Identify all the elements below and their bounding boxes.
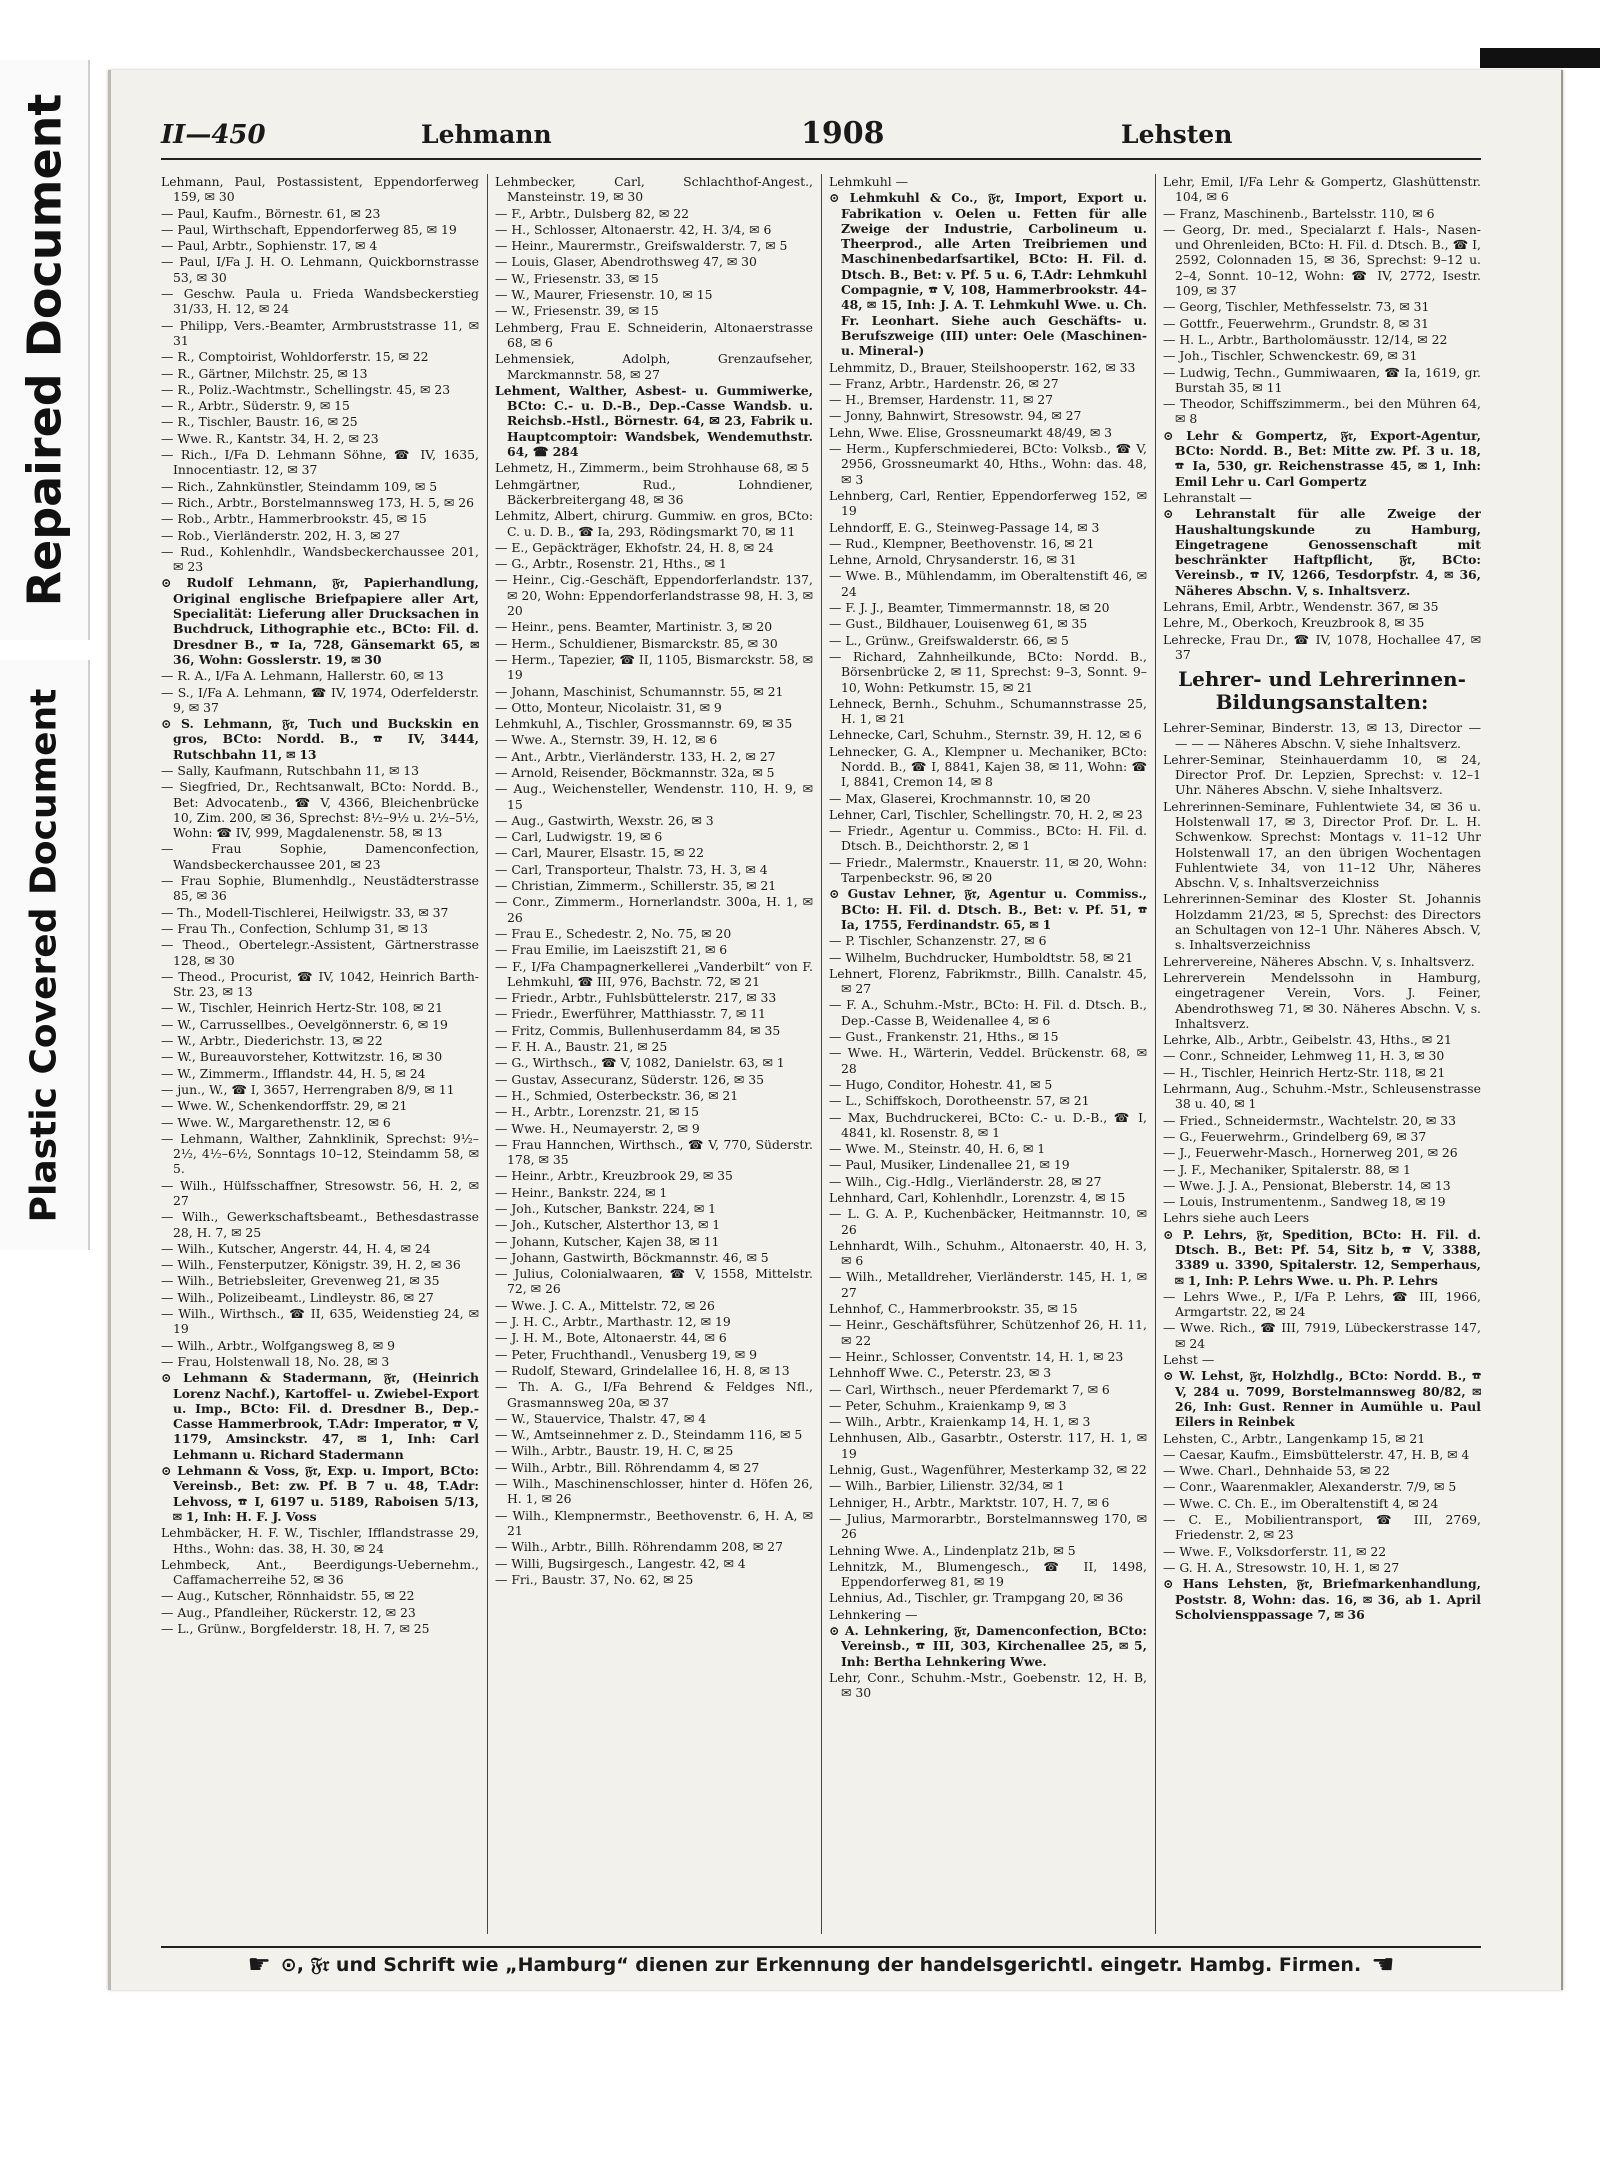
directory-entry: — Heinr., Bankstr. 224, ✉ 1	[495, 1184, 668, 1200]
directory-entry: Lehmberg, Frau E. Schneiderin, Altonaerstrasse 68, ✉ 6	[495, 319, 813, 350]
directory-entry: — Gottfr., Feuerwehrm., Grundstr. 8, ✉ 31	[1163, 315, 1429, 331]
directory-entry: — Wwe. R., Kantstr. 34, H. 2, ✉ 23	[161, 430, 379, 446]
directory-entry: — Joh., Kutscher, Bankstr. 224, ✉ 1	[495, 1201, 717, 1216]
directory-entry: — Wilh., Metalldreher, Vierländerstr. 145, H. 1, ✉ 27	[829, 1269, 1147, 1300]
directory-entry: — Arnold, Reisender, Böckmannstr. 32a, ✉ 5	[495, 764, 775, 780]
directory-entry: — Conr., Zimmerm., Hornerlandstr. 300a, H. 1, ✉ 26	[495, 894, 813, 925]
directory-entry: — Frau Hannchen, Wirthsch., ☎ V, 770, Süderstr. 178, ✉ 35	[495, 1136, 813, 1168]
directory-entry: Lehmensiek, Adolph, Grenzaufseher, Marckmannstr. 58, ✉ 27	[495, 351, 813, 382]
header-last-entry: Lehsten	[1121, 120, 1233, 149]
directory-entry: Lehner, Carl, Tischler, Schellingstr. 70, H. 2, ✉ 23	[829, 806, 1143, 822]
directory-entry: — Frau Sophie, Blumenhdlg., Neustädterstrasse 85, ✉ 36	[161, 873, 479, 904]
directory-entry: Lehndorff, E. G., Steinweg-Passage 14, ✉ 3	[829, 519, 1100, 535]
directory-entry: — Conr., Schneider, Lehmweg 11, H. 3, ✉ 30	[1163, 1048, 1445, 1064]
directory-entry: Lehnig, Gust., Wagenführer, Mesterkamp 32, ✉ 22	[829, 1462, 1147, 1478]
directory-entry: — W., Amtseinnehmer z. D., Steindamm 116, ✉ 5	[495, 1427, 803, 1443]
directory-entry: Lehmbecker, Carl, Schlachthof-Angest., Mansteinstr. 19, ✉ 30	[495, 174, 813, 205]
directory-entry: — R., Comptoirist, Wohldorferstr. 15, ✉ 22	[161, 349, 429, 365]
directory-entry: Lehniger, H., Arbtr., Marktstr. 107, H. 7, ✉ 6	[829, 1494, 1110, 1510]
directory-entry: — Paul, Wirthschaft, Eppendorferweg 85, ✉ 19	[161, 221, 457, 237]
directory-entry: — W., Arbtr., Diederichstr. 13, ✉ 22	[161, 1033, 383, 1049]
firm-entry: ⊙ Lehmann & Stadermann, 𝔉𝔯, (Heinrich Lorenz Nachf.), Kartoffel- u. Zwiebel-Export u. Imp., BCto: Fil. d. Dresdner B., Dep.-Casse Hammerbrook, T.Adr: Imperator, ☎ V, 1179, Amsinckstr. 47, ✉ 1, Inh: Carl Lehmann u. Richard Stadermann	[161, 1370, 479, 1462]
directory-entry: — Peter, Schuhm., Kraienkamp 9, ✉ 3	[829, 1397, 1067, 1413]
firm-entry: ⊙ Lehmkuhl & Co., 𝔉𝔯, Import, Export u. Fabrikation v. Oelen u. Fetten für alle Zweige der Industrie, Carbolineum u. Theerprod., alle Arten Treibriemen und Maschinenbedarfsartikel, BCto: H. Fil. d. Dtsch. B., Bet: v. Pf. 5 u. 6, T.Adr: Lehmkuhl Compagnie, ☎ V, 108, Hammerbrookstr. 44–48, ✉ 15, Inh: J. A. T. Lehmkuhl Wwe. u. Ch. Fr. Leonhart. Siehe auch Geschäfts- u. Berufszweige (III) unter: Oele (Maschinen- u. Mineral-)	[829, 190, 1147, 359]
directory-entry: — Joh., Kutscher, Alsterthor 13, ✉ 1	[495, 1217, 721, 1233]
directory-entry: Lehrerinnen-Seminar des Kloster St. Johannis Holzdamm 21/23, ✉ 5, Sprechst: des Directors an Schultagen von 12–1 Uhr. Näheres Absch. V, s. Inhaltsverzeichniss	[1163, 891, 1481, 953]
directory-entry: Lehnhoff Wwe. C., Peterstr. 23, ✉ 3	[829, 1365, 1052, 1381]
directory-entry: — Louis, Instrumentenm., Sandweg 18, ✉ 19	[1163, 1194, 1446, 1210]
directory-entry: — Gust., Frankenstr. 21, Hths., ✉ 15	[829, 1029, 1059, 1045]
directory-entry: Lehmetz, H., Zimmerm., beim Strohhause 68, ✉ 5	[495, 460, 810, 476]
directory-entry: — Wwe. F., Volksdorferstr. 11, ✉ 22	[1163, 1543, 1387, 1559]
directory-entry: Lehrerverein Mendelssohn in Hamburg, eingetragener Verein, Vors. J. Feiner, Abendrothsweg 71, ✉ 30. Näheres Abschn. V, s. Inhaltsverz.	[1163, 969, 1481, 1031]
firm-entry: ⊙ Lehr & Gompertz, 𝔉𝔯, Export-Agentur, BCto: Nordd. B., Bet: Mitte zw. Pf. 3 u. 18, ☎ Ia, 530, gr. Reichenstrasse 45, ✉ 1, Inh: Emil Lehr u. Carl Gompertz	[1163, 427, 1481, 489]
firm-entry: ⊙ Lehranstalt für alle Zweige der Haushaltungskunde zu Hamburg, Eingetragene Genossenschaft mit beschränkter Haftpflicht, 𝔉𝔯, BCto: Vereinsb., ☎ IV, 1266, Tesdorpfstr. 4, ✉ 36, Näheres Abschn. V, s. Inhaltsverz.	[1163, 506, 1481, 598]
directory-entry: Lehneck, Bernh., Schuhm., Schumannstrasse 25, H. 1, ✉ 21	[829, 695, 1147, 727]
directory-entry: Lehnhardt, Wilh., Schuhm., Altonaerstr. 40, H. 3, ✉ 6	[829, 1237, 1147, 1269]
directory-entry: Lehrans, Emil, Arbtr., Wendenstr. 367, ✉ 35	[1163, 599, 1439, 615]
directory-entry: — Georg, Tischler, Methfesselstr. 73, ✉ 31	[1163, 299, 1430, 315]
directory-entry: — Friedr., Arbtr., Fuhlsbüttelerstr. 217, ✉ 33	[495, 990, 777, 1006]
directory-entry: — W., Carrussellbes., Oevelgönnerstr. 6, ✉ 19	[161, 1016, 448, 1032]
directory-entry: — Wilh., Hülfsschaffner, Stresowstr. 56, H. 2, ✉ 27	[161, 1177, 479, 1208]
directory-entry: Lehnius, Ad., Tischler, gr. Trampgang 20, ✉ 36	[829, 1590, 1124, 1606]
directory-entry: Lehrervereine, Näheres Abschn. V, s. Inhaltsverz.	[1163, 953, 1475, 969]
directory-entry: Lehnhard, Carl, Kohlenhdlr., Lorenzstr. 4, ✉ 15	[829, 1190, 1126, 1205]
directory-entry: — Jonny, Bahnwirt, Stresowstr. 94, ✉ 27	[829, 408, 1082, 424]
directory-entry: — jun., W., ☎ I, 3657, Herrengraben 8/9, ✉ 11	[161, 1081, 455, 1097]
directory-entry: Lehn, Wwe. Elise, Grossneumarkt 48/49, ✉ 3	[829, 424, 1113, 440]
directory-entry: Lehmgärtner, Rud., Lohndiener, Bäckerbreitergang 48, ✉ 36	[495, 476, 813, 507]
directory-entry: — Wilh., Arbtr., Kraienkamp 14, H. 1, ✉ 3	[829, 1414, 1091, 1430]
pointing-hand-icon: ☛	[247, 1950, 271, 1980]
directory-entry: — Wilh., Klempnermstr., Beethovenstr. 6, H. A, ✉ 21	[495, 1507, 813, 1538]
directory-entry: Lehnecke, Carl, Schuhm., Sternstr. 39, H. 12, ✉ 6	[829, 727, 1142, 743]
directory-entry: — Frau, Holstenwall 18, No. 28, ✉ 3	[161, 1353, 390, 1369]
directory-entry: — Wwe. B., Mühlendamm, im Oberaltenstift 46, ✉ 24	[829, 568, 1147, 599]
directory-entry: — R., Arbtr., Süderstr. 9, ✉ 15	[161, 398, 350, 414]
directory-entry: Lehmmitz, D., Brauer, Steilshooperstr. 162, ✉ 33	[829, 359, 1136, 375]
firm-entry: ⊙ A. Lehnkering, 𝔉𝔯, Damenconfection, BCto: Vereinsb., ☎ III, 303, Kirchenallee 25, ✉ 5, Inh: Bertha Lehnkering Wwe.	[829, 1623, 1147, 1669]
directory-entry: — Wilh., Fensterputzer, Königstr. 39, H. 2, ✉ 36	[161, 1257, 461, 1273]
directory-entry: Lehrer-Seminar, Steinhauerdamm 10, ✉ 24, Director Prof. Dr. Lepzien, Sprechst: v. 12–1 Uhr. Näheres Abschn. V, siehe Inhaltsverz.	[1163, 751, 1481, 798]
directory-entry: — Aug., Weichensteller, Wendenstr. 110, H. 9, ✉ 15	[495, 781, 813, 812]
directory-entry: — Joh., Tischler, Schwenckestr. 69, ✉ 31	[1163, 348, 1418, 364]
firm-entry: ⊙ P. Lehrs, 𝔉𝔯, Spedition, BCto: H. Fil. d. Dtsch. B., Bet: Pf. 54, Sitz b, ☎ V, 3388, 3389 u. 3390, Spitalerstr. 12, Semperhaus, ✉ 1, Inh: P. Lehrs Wwe. u. Ph. P. Lehrs	[1163, 1226, 1481, 1288]
directory-entry: — Rob., Arbtr., Hammerbrookstr. 45, ✉ 15	[161, 511, 427, 527]
directory-entry: — Gust., Bildhauer, Louisenweg 61, ✉ 35	[829, 616, 1088, 632]
directory-entry: — Rud., Klempner, Beethovenstr. 16, ✉ 21	[829, 535, 1095, 551]
page-footer	[161, 1946, 1481, 1982]
directory-entry: — W., Stauervice, Thalstr. 47, ✉ 4	[495, 1410, 707, 1426]
directory-entry: — Geschw. Paula u. Frieda Wandsbeckerstieg 31/33, H. 12, ✉ 24	[161, 286, 479, 317]
directory-entry: — H., Schlosser, Altonaerstr. 42, H. 3/4, ✉ 6	[495, 221, 772, 237]
directory-entry: Lehrs siehe auch Leers	[1163, 1210, 1310, 1226]
directory-entry: — Wilhelm, Buchdrucker, Humboldtstr. 58, ✉ 21	[829, 949, 1134, 965]
repaired-document-label: Repaired Document	[17, 93, 72, 607]
directory-entry: — Aug., Gastwirth, Wexstr. 26, ✉ 3	[495, 812, 714, 828]
column-divider	[1155, 174, 1156, 1934]
directory-entry: — Wwe. W., Schenkendorffstr. 29, ✉ 21	[161, 1098, 408, 1114]
directory-entry: Lehrer-Seminar, Binderstr. 13, ✉ 13, Director — — — — Näheres Abschn. V, siehe Inhaltsverz.	[1163, 720, 1481, 751]
directory-entry: — F. A., Schuhm.-Mstr., BCto: H. Fil. d. Dtsch. B., Dep.-Casse B, Weidenallee 4, ✉ 6	[829, 997, 1147, 1028]
directory-entry: — Paul, Kaufm., Börnestr. 61, ✉ 23	[161, 205, 381, 221]
directory-entry: — J., Feuerwehr-Masch., Hornerweg 201, ✉ 26	[1163, 1145, 1458, 1161]
directory-entry: Lehnert, Florenz, Fabrikmstr., Billh. Canalstr. 45, ✉ 27	[829, 965, 1147, 997]
directory-entry: — H. L., Arbtr., Bartholomäusstr. 12/14, ✉ 22	[1163, 331, 1448, 347]
directory-entry: — Th., Modell-Tischlerei, Heilwigstr. 33, ✉ 37	[161, 904, 449, 920]
directory-entry: Lehst —	[1163, 1352, 1215, 1368]
directory-entry: — Franz, Maschinenb., Bartelsstr. 110, ✉ 6	[1163, 205, 1435, 221]
directory-entry: — Rudolf, Steward, Grindelallee 16, H. 8, ✉ 13	[495, 1362, 790, 1378]
directory-entry: — F. H. A., Baustr. 21, ✉ 25	[495, 1039, 668, 1055]
directory-entry: — Wilh., Arbtr., Baustr. 19, H. C, ✉ 25	[495, 1443, 734, 1459]
directory-entry: — Heinr., Arbtr., Kreuzbrook 29, ✉ 35	[495, 1168, 733, 1184]
directory-entry: — Wwe. H., Wärterin, Veddel. Brückenstr. 68, ✉ 28	[829, 1045, 1147, 1076]
directory-entry: — R. A., I/Fa A. Lehmann, Hallerstr. 60, ✉ 13	[161, 668, 444, 684]
footer-note: ⊙, 𝔉𝔯 und Schrift wie „Hamburg“ dienen zur Erkennung der handelsgerichtl. eingetr. Hambg. Firmen.	[280, 1954, 1362, 1976]
directory-entry: — Johann, Maschinist, Schumannstr. 55, ✉ 21	[495, 683, 784, 699]
directory-entry: — Theodor, Schiffszimmerm., bei den Mühren 64, ✉ 8	[1163, 396, 1481, 427]
directory-entry: — Wilh., Arbtr., Bill. Röhrendamm 4, ✉ 27	[495, 1459, 760, 1475]
directory-entry: — Fritz, Commis, Bullenhuserdamm 84, ✉ 35	[495, 1022, 781, 1038]
directory-entry: — Carl, Maurer, Elsastr. 15, ✉ 22	[495, 845, 704, 861]
directory-entry: Lehnhof, C., Hammerbrookstr. 35, ✉ 15	[829, 1301, 1078, 1317]
directory-entry: — Wilh., Betriebsleiter, Grevenweg 21, ✉ 35	[161, 1273, 440, 1289]
directory-entry: — L., Grünw., Borgfelderstr. 18, H. 7, ✉ 25	[161, 1621, 430, 1637]
directory-entry: — W., Tischler, Heinrich Hertz-Str. 108, ✉ 21	[161, 1000, 444, 1016]
directory-entry: Lehnberg, Carl, Rentier, Eppendorferweg 152, ✉ 19	[829, 487, 1147, 519]
directory-entry: — Carl, Wirthsch., neuer Pferdemarkt 7, ✉ 6	[829, 1381, 1110, 1397]
directory-entry: — Ant., Arbtr., Vierländerstr. 133, H. 2, ✉ 27	[495, 748, 776, 764]
directory-page	[108, 70, 1563, 1990]
directory-entry: — Wilh., Arbtr., Wolfgangsweg 8, ✉ 9	[161, 1337, 395, 1353]
directory-entry: — Th. A. G., I/Fa Behrend & Feldges Nfl., Grasmannsweg 20a, ✉ 37	[495, 1379, 813, 1410]
directory-entry: Lehr, Emil, I/Fa Lehr & Gompertz, Glashüttenstr. 104, ✉ 6	[1163, 174, 1481, 205]
directory-entry: — Wwe. W., Margarethenstr. 12, ✉ 6	[161, 1114, 391, 1130]
directory-entry: Lehre, M., Oberkoch, Kreuzbrook 8, ✉ 35	[1163, 615, 1425, 631]
directory-entry: Lehnitzk, M., Blumengesch., ☎ II, 1498, Eppendorferweg 81, ✉ 19	[829, 1558, 1147, 1590]
directory-entry: — Wilh., Kutscher, Angerstr. 44, H. 4, ✉ 24	[161, 1240, 431, 1256]
directory-entry: Lehsten, C., Arbtr., Langenkamp 15, ✉ 21	[1163, 1430, 1426, 1446]
directory-entry: — Frau Emilie, im Laeiszstift 21, ✉ 6	[495, 942, 728, 958]
directory-entry: — H., Tischler, Heinrich Hertz-Str. 118, ✉ 21	[1163, 1064, 1446, 1080]
directory-entry: — R., Poliz.-Wachtmstr., Schellingstr. 45, ✉ 23	[161, 381, 451, 397]
directory-entry: — Wilh., Gewerkschaftsbeamt., Bethesdastrasse 28, H. 7, ✉ 25	[161, 1209, 479, 1240]
directory-entry: — Friedr., Ewerführer, Matthiasstr. 7, ✉ 11	[495, 1006, 766, 1022]
directory-entry: Lehnecker, G. A., Klempner u. Mechaniker, BCto: Nordd. B., ☎ I, 8841, Kajen 38, ✉ 11, Wohn: ☎ I, 8841, Cremon 14, ✉ 8	[829, 743, 1147, 790]
directory-entry: Lehrmann, Aug., Schuhm.-Mstr., Schleusenstrasse 38 u. 40, ✉ 1	[1163, 1081, 1481, 1112]
firm-entry: ⊙ Hans Lehsten, 𝔉𝔯, Briefmarkenhandlung, Poststr. 8, Wohn: das. 16, ✉ 36, ab 1. April Scholviensppassage 7, ✉ 36	[1163, 1576, 1481, 1622]
directory-entry: — Paul, Arbtr., Sophienstr. 17, ✉ 4	[161, 238, 378, 254]
directory-entry: — W., Bureauvorsteher, Kottwitzstr. 16, ✉ 30	[161, 1049, 443, 1065]
directory-entry: — Rob., Vierländerstr. 202, H. 3, ✉ 27	[161, 527, 401, 543]
directory-entry: — C. E., Mobilientransport, ☎ III, 2769, Friedenstr. 2, ✉ 23	[1163, 1512, 1481, 1543]
directory-entry: — Julius, Colonialwaaren, ☎ V, 1558, Mittelstr. 72, ✉ 26	[495, 1266, 813, 1297]
directory-entry: — Hugo, Conditor, Hohestr. 41, ✉ 5	[829, 1076, 1053, 1092]
firm-entry: ⊙ Rudolf Lehmann, 𝔉𝔯, Papierhandlung, Original englische Briefpapiere aller Art, Specialität: Lieferung aller Drucksachen in Buchdruck, Lithographie etc., BCto: Fil. d. Dresdner B., ☎ Ia, 728, Gänsemarkt 65, ✉ 36, Wohn: Gosslerstr. 19, ✉ 30	[161, 575, 479, 667]
directory-entry: — G., Wirthsch., ☎ V, 1082, Danielstr. 63, ✉ 1	[495, 1055, 785, 1071]
directory-entry: — Heinr., Geschäftsführer, Schützenhof 26, H. 11, ✉ 22	[829, 1317, 1147, 1348]
directory-entry: — H., Arbtr., Lorenzstr. 21, ✉ 15	[495, 1104, 700, 1120]
directory-entry: — Conr., Waarenmakler, Alexanderstr. 7/9, ✉ 5	[1163, 1479, 1457, 1495]
directory-entry: — Wilh., Polizeibeamt., Lindleystr. 86, ✉ 27	[161, 1289, 434, 1305]
directory-entry: — Wilh., Maschinenschlosser, hinter d. Höfen 26, H. 1, ✉ 26	[495, 1476, 813, 1507]
directory-entry: — Willi, Bugsirgesch., Langestr. 42, ✉ 4	[495, 1555, 746, 1571]
column-divider	[821, 174, 822, 1934]
directory-entry: — Theod., Procurist, ☎ IV, 1042, Heinrich Barth-Str. 23, ✉ 13	[161, 968, 479, 1000]
directory-entry: — Wwe. J. C. A., Mittelstr. 72, ✉ 26	[495, 1297, 715, 1313]
directory-entry: — Wwe. J. J. A., Pensionat, Bleberstr. 14, ✉ 13	[1163, 1177, 1451, 1193]
directory-entry: — H., Schmied, Osterbeckstr. 36, ✉ 21	[495, 1087, 739, 1103]
directory-entry: — J. F., Mechaniker, Spitalerstr. 88, ✉ 1	[1163, 1161, 1411, 1177]
directory-entry: — Wwe. Charl., Dehnhaide 53, ✉ 22	[1163, 1463, 1390, 1479]
directory-entry: — E., Gepäckträger, Ekhofstr. 24, H. 8, ✉ 24	[495, 539, 774, 555]
directory-entry: — H., Bremser, Hardenstr. 11, ✉ 27	[829, 392, 1054, 408]
page-number: II—450	[161, 120, 266, 150]
directory-entry: — Franz, Arbtr., Hardenstr. 26, ✉ 27	[829, 375, 1059, 391]
directory-entry: — Lehrs Wwe., P., I/Fa P. Lehrs, ☎ III, 1966, Armgartstr. 22, ✉ 24	[1163, 1288, 1481, 1320]
directory-entry: — R., Tischler, Baustr. 16, ✉ 25	[161, 414, 358, 430]
column-3	[829, 174, 1147, 1934]
directory-entry: — J. H. C., Arbtr., Marthastr. 12, ✉ 19	[495, 1314, 731, 1330]
directory-entry: Lehnkering —	[829, 1606, 918, 1622]
directory-entry: — G., Feuerwehrm., Grindelberg 69, ✉ 37	[1163, 1128, 1427, 1144]
directory-entry: — Wilh., Barbier, Lilienstr. 32/34, ✉ 1	[829, 1478, 1065, 1494]
directory-entry: — R., Gärtner, Milchstr. 25, ✉ 13	[161, 365, 368, 381]
directory-entry: — Otto, Monteur, Nicolaistr. 31, ✉ 9	[495, 699, 722, 715]
directory-entry: — Herm., Tapezier, ☎ II, 1105, Bismarckstr. 58, ✉ 19	[495, 651, 813, 683]
running-header	[161, 118, 1481, 160]
directory-entry: — G. H. A., Stresowstr. 10, H. 1, ✉ 27	[1163, 1559, 1400, 1575]
directory-entry: — L., Schiffskoch, Dorotheenstr. 57, ✉ 21	[829, 1093, 1090, 1109]
directory-entry: — P. Tischler, Schanzenstr. 27, ✉ 6	[829, 933, 1047, 949]
directory-entry: Lehning Wwe. A., Lindenplatz 21b, ✉ 5	[829, 1542, 1076, 1558]
directory-entry: — Rich., I/Fa D. Lehmann Söhne, ☎ IV, 1635, Innocentiastr. 12, ✉ 37	[161, 447, 479, 478]
directory-entry: — Wilh., Wirthsch., ☎ II, 635, Weidenstieg 24, ✉ 19	[161, 1306, 479, 1337]
directory-entry: — Paul, I/Fa J. H. O. Lehmann, Quickbornstrasse 53, ✉ 30	[161, 254, 479, 285]
directory-entry: — Wwe. H., Neumayerstr. 2, ✉ 9	[495, 1120, 700, 1136]
directory-entry: — F., Arbtr., Dulsberg 82, ✉ 22	[495, 205, 689, 221]
directory-entry: — Friedr., Agentur u. Commiss., BCto: H. Fil. d. Dtsch. B., Deichthorstr. 2, ✉ 1	[829, 823, 1147, 854]
entry-columns	[161, 174, 1481, 1934]
column-divider	[487, 174, 488, 1934]
directory-entry: — Max, Buchdruckerei, BCto: C.- u. D.-B., ☎ I, 4841, kl. Rosenstr. 8, ✉ 1	[829, 1109, 1147, 1140]
header-year: 1908	[801, 116, 885, 151]
directory-entry: — Wilh., Arbtr., Billh. Röhrendamm 208, ✉ 27	[495, 1539, 783, 1555]
directory-entry: — S., I/Fa A. Lehmann, ☎ IV, 1974, Oderfelderstr. 9, ✉ 37	[161, 684, 479, 715]
directory-entry: — Siegfried, Dr., Rechtsanwalt, BCto: Nordd. B., Bet: Advocatenb., ☎ V, 4366, Bleichenbrücke 10, Zim. 200, ✉ 36, Sprechst: 8½–9½ u. 2½–5½, Wohn: ☎ IV, 999, Magdalenenstr. 58, ✉ 13	[161, 779, 479, 841]
directory-entry: — Wwe. Rich., ☎ III, 7919, Lübeckerstrasse 147, ✉ 24	[1163, 1320, 1481, 1351]
directory-entry: — Frau Th., Confection, Schlump 31, ✉ 13	[161, 920, 428, 936]
directory-entry: — Lehmann, Walther, Zahnklinik, Sprechst: 9½–2½, 4½–6½, Sonntags 10–12, Steindamm 58, ✉ 5.	[161, 1130, 479, 1177]
directory-entry: — Herm., Schuldiener, Bismarckstr. 85, ✉ 30	[495, 635, 778, 651]
directory-entry: — Paul, Musiker, Lindenallee 21, ✉ 19	[829, 1157, 1070, 1173]
firm-entry: ⊙ S. Lehmann, 𝔉𝔯, Tuch und Buckskin en gros, BCto: Nordd. B., ☎ IV, 3444, Rutschbahn 11, ✉ 13	[161, 716, 479, 762]
column-1	[161, 174, 479, 1934]
directory-entry: — W., Zimmerm., Ifflandstr. 44, H. 5, ✉ 24	[161, 1065, 426, 1081]
directory-entry: — W., Maurer, Friesenstr. 10, ✉ 15	[495, 287, 713, 303]
firm-entry: ⊙ W. Lehst, 𝔉𝔯, Holzhdlg., BCto: Nordd. B., ☎ V, 284 u. 7099, Borstelmannsweg 80/82, ✉ 26, Inh: Gust. Renner in Aumühle u. Paul Eilers in Reinbek	[1163, 1368, 1481, 1430]
directory-entry: — Rich., Zahnkünstler, Steindamm 109, ✉ 5	[161, 478, 438, 494]
directory-entry: — Christian, Zimmerm., Schillerstr. 35, ✉ 21	[495, 878, 777, 894]
directory-entry: — F. J. J., Beamter, Timmermannstr. 18, ✉ 20	[829, 600, 1110, 616]
directory-entry: — Carl, Ludwigstr. 19, ✉ 6	[495, 829, 663, 845]
firm-entry: ⊙ Lehmann & Voss, 𝔉𝔯, Exp. u. Import, BCto: Vereinsb., Bet: zw. Pf. B 7 u. 48, T.Adr: Lehvoss, ☎ I, 6197 u. 5189, Raboisen 5/13, ✉ 1, Inh: H. F. J. Voss	[161, 1463, 479, 1524]
directory-entry: — Ludwig, Techn., Gummiwaaren, ☎ Ia, 1619, gr. Burstah 35, ✉ 11	[1163, 364, 1481, 395]
directory-entry: — Richard, Zahnheilkunde, BCto: Nordd. B., Börsenbrücke 2, ✉ 11, Sprechst: 9–3, Sonnt. 9–10, Wohn: Petkumstr. 15, ✉ 21	[829, 648, 1147, 695]
directory-entry: — Max, Glaserei, Krochmannstr. 10, ✉ 20	[829, 790, 1091, 806]
directory-entry: — Peter, Fruchthandl., Venusberg 19, ✉ 9	[495, 1346, 758, 1362]
directory-entry: — Wilh., Cig.-Hdlg., Vierländerstr. 28, ✉ 27	[829, 1173, 1102, 1189]
firm-entry: Lehment, Walther, Asbest- u. Gummiwerke, BCto: C.- u. D.-B., Dep.-Casse Wandsb. u. Reichsb.-Hstl., Börnestr. 64, ✉ 23, Fabrik u. Hauptcomptoir: Wandsbek, Wendemuthstr. 64, ☎ 284	[495, 382, 813, 460]
directory-entry: — Herm., Kupferschmiederei, BCto: Volksb., ☎ V, 2956, Grossneumarkt 40, Hths., Wohn: das. 48, ✉ 3	[829, 441, 1147, 487]
header-first-entry: Lehmann	[421, 120, 552, 149]
directory-entry: — Frau Sophie, Damenconfection, Wandsbeckerchaussee 201, ✉ 23	[161, 841, 479, 872]
directory-entry: — J. H. M., Bote, Altonaerstr. 44, ✉ 6	[495, 1330, 727, 1346]
directory-entry: — Carl, Transporteur, Thalstr. 73, H. 3, ✉ 4	[495, 861, 768, 877]
top-margin	[0, 0, 1600, 50]
column-2	[495, 174, 813, 1934]
directory-entry: Lehmann, Paul, Postassistent, Eppendorferweg 159, ✉ 30	[161, 174, 479, 205]
firm-entry: ⊙ Gustav Lehner, 𝔉𝔯, Agentur u. Commiss., BCto: H. Fil. d. Dtsch. B., Bet: v. Pf. 51, ☎ Ia, 1755, Ferdinandstr. 65, ✉ 1	[829, 886, 1147, 932]
section-heading: Lehrer- und Lehrerinnen-Bildungsanstalten:	[1178, 667, 1466, 715]
directory-entry: Lehranstalt —	[1163, 489, 1252, 505]
directory-entry: — Gustav, Assecuranz, Süderstr. 126, ✉ 35	[495, 1071, 764, 1087]
directory-entry: Lehr, Conr., Schuhm.-Mstr., Goebenstr. 12, H. B, ✉ 30	[829, 1669, 1147, 1701]
directory-entry: Lehrecke, Frau Dr., ☎ IV, 1078, Hochallee 47, ✉ 37	[1163, 631, 1481, 662]
plastic-covered-document-label: Plastic Covered Document	[23, 688, 65, 1222]
directory-entry: — Johann, Kutscher, Kajen 38, ✉ 11	[495, 1233, 720, 1249]
directory-entry: — Heinr., Schlosser, Conventstr. 14, H. 1, ✉ 23	[829, 1348, 1124, 1364]
directory-entry: — W., Friesenstr. 33, ✉ 15	[495, 270, 659, 286]
directory-entry: — Aug., Pfandleiher, Rückerstr. 12, ✉ 23	[161, 1604, 416, 1620]
directory-entry: — Frau E., Schedestr. 2, No. 75, ✉ 20	[495, 925, 732, 941]
pointing-hand-icon: ☚	[1371, 1950, 1395, 1980]
plastic-covered-document-tab	[0, 660, 90, 1250]
column-4	[1163, 174, 1481, 1934]
directory-entry: — Heinr., Cig.-Geschäft, Eppendorferlandstr. 137, ✉ 20, Wohn: Eppendorferlandstrasse 98, H. 3, ✉ 20	[495, 572, 813, 619]
directory-entry: — Fri., Baustr. 37, No. 62, ✉ 25	[495, 1571, 694, 1587]
directory-entry: — Rich., Arbtr., Borstelmannsweg 173, H. 5, ✉ 26	[161, 494, 474, 510]
directory-entry: — Heinr., Maurermstr., Greifswalderstr. 7, ✉ 5	[495, 238, 788, 254]
directory-entry: — Fried., Schneidermstr., Wachtelstr. 20, ✉ 33	[1163, 1112, 1456, 1128]
directory-entry: Lehnhusen, Alb., Gasarbtr., Osterstr. 117, H. 1, ✉ 19	[829, 1430, 1147, 1461]
directory-entry: Lehmbeck, Ant., Beerdigungs-Uebernehm., Caffamacherreihe 52, ✉ 36	[161, 1556, 479, 1588]
directory-entry: — Johann, Gastwirth, Böckmannstr. 46, ✉ 5	[495, 1249, 769, 1265]
directory-entry: — Wwe. M., Steinstr. 40, H. 6, ✉ 1	[829, 1141, 1046, 1157]
directory-entry: — Theod., Obertelegr.-Assistent, Gärtnerstrasse 128, ✉ 30	[161, 937, 479, 968]
directory-entry: — L. G. A. P., Kuchenbäcker, Heitmannstr. 10, ✉ 26	[829, 1206, 1147, 1237]
directory-entry: Lehmbäcker, H. F. W., Tischler, Ifflandstrasse 29, Hths., Wohn: das. 38, H. 30, ✉ 24	[161, 1525, 479, 1556]
directory-entry: Lehrke, Alb., Arbtr., Geibelstr. 43, Hths., ✉ 21	[1163, 1032, 1452, 1048]
directory-entry: — Louis, Glaser, Abendrothsweg 47, ✉ 30	[495, 254, 757, 270]
repaired-document-tab	[0, 60, 90, 640]
directory-entry: — F., I/Fa Champagnerkellerei „Vanderbilt“ von F. Lehmkuhl, ☎ III, 976, Bachstr. 72, ✉ 21	[495, 958, 813, 989]
directory-entry: — Philipp, Vers.-Beamter, Armbruststrasse 11, ✉ 31	[161, 317, 479, 348]
directory-entry: Lehmkuhl —	[829, 174, 909, 189]
directory-entry: — Julius, Marmorarbtr., Borstelmannsweg 170, ✉ 26	[829, 1510, 1147, 1542]
directory-entry: — Aug., Kutscher, Rönnhaidstr. 55, ✉ 22	[161, 1588, 415, 1604]
directory-entry: — Friedr., Malermstr., Knauerstr. 11, ✉ 20, Wohn: Tarpenbeckstr. 96, ✉ 20	[829, 854, 1147, 886]
directory-entry: Lehmkuhl, A., Tischler, Grossmannstr. 69, ✉ 35	[495, 716, 793, 732]
directory-entry: — Wwe. A., Sternstr. 39, H. 12, ✉ 6	[495, 732, 718, 748]
directory-entry: — G., Arbtr., Rosenstr. 21, Hths., ✉ 1	[495, 556, 727, 572]
directory-entry: — Georg, Dr. med., Specialarzt f. Hals-, Nasen- und Ohrenleiden, BCto: H. Fil. d. Dtsch. B., ☎ I, 2592, Colonnaden 15, ✉ 36, Sprechst: 9–12 u. 2–4, Sonnt. 10–12, Wohn: ☎ IV, 2772, Isestr. 109, ✉ 37	[1163, 221, 1481, 299]
directory-entry: Lehmitz, Albert, chirurg. Gummiw. en gros, BCto: C. u. D. B., ☎ Ia, 293, Rödingsmarkt 70, ✉ 11	[495, 508, 813, 539]
directory-entry: Lehne, Arnold, Chrysanderstr. 16, ✉ 31	[829, 552, 1077, 568]
directory-entry: — Caesar, Kaufm., Eimsbüttelerstr. 47, H. B, ✉ 4	[1163, 1446, 1470, 1462]
directory-entry: — W., Friesenstr. 39, ✉ 15	[495, 303, 659, 319]
directory-entry: — Sally, Kaufmann, Rutschbahn 11, ✉ 13	[161, 762, 420, 778]
directory-entry: — Wwe. C. Ch. E., im Oberaltenstift 4, ✉ 24	[1163, 1495, 1439, 1511]
directory-entry: — L., Grünw., Greifswalderstr. 66, ✉ 5	[829, 632, 1069, 648]
directory-entry: — Rud., Kohlenhdlr., Wandsbeckerchaussee 201, ✉ 23	[161, 543, 479, 575]
directory-entry: — Heinr., pens. Beamter, Martinistr. 3, ✉ 20	[495, 619, 773, 635]
directory-entry: Lehrerinnen-Seminare, Fuhlentwiete 34, ✉ 36 u. Holstenwall 17, ✉ 3, Director Prof. Dr. L. H. Schwenkow. Sprechst: Montags v. 11–12 Uhr Holstenwall 17, an den übrigen Wochentagen Fuhlentwiete 34, von 11–12 Uhr, Näheres Abschn. V, s. Inhaltsverzeichniss	[1163, 798, 1481, 891]
